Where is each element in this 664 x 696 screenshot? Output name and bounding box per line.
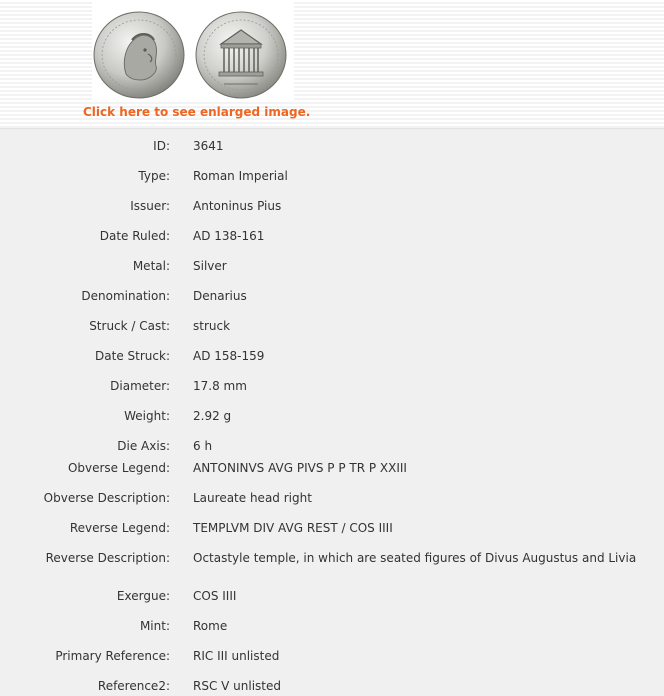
detail-value: Laureate head right xyxy=(193,491,312,505)
detail-row xyxy=(0,618,664,634)
detail-row xyxy=(0,228,664,244)
detail-row xyxy=(0,648,664,664)
detail-row xyxy=(0,378,664,394)
detail-value: Rome xyxy=(193,619,228,633)
detail-row xyxy=(0,138,664,154)
detail-row xyxy=(0,678,664,694)
detail-value: AD 138-161 xyxy=(193,229,265,243)
detail-value: Denarius xyxy=(193,289,247,303)
detail-row xyxy=(0,490,664,506)
detail-label: Reverse Legend: xyxy=(69,521,170,535)
detail-row xyxy=(0,168,664,184)
detail-label: Weight: xyxy=(124,409,170,423)
detail-value: Antoninus Pius xyxy=(193,199,282,213)
detail-label: Obverse Legend: xyxy=(67,461,170,475)
detail-row xyxy=(0,520,664,536)
detail-row xyxy=(0,348,664,364)
detail-value: struck xyxy=(193,319,231,333)
detail-label: Metal: xyxy=(132,259,170,273)
detail-row xyxy=(0,408,664,424)
detail-label: Reverse Description: xyxy=(45,551,170,565)
detail-label: Reference2: xyxy=(97,679,170,693)
detail-row xyxy=(0,198,664,214)
detail-label: Type: xyxy=(138,169,170,183)
detail-value: AD 158-159 xyxy=(193,349,265,363)
detail-value: Silver xyxy=(193,259,227,273)
detail-value: Octastyle temple, in which are seated figures of Divus Augustus and Livia xyxy=(193,551,637,565)
detail-label: Date Ruled: xyxy=(99,229,170,243)
detail-label: Die Axis: xyxy=(117,439,170,453)
detail-value: RIC III unlisted xyxy=(193,649,280,663)
detail-value: RSC V unlisted xyxy=(193,679,282,693)
detail-value: 6 h xyxy=(193,439,213,453)
detail-label: Obverse Description: xyxy=(43,491,170,505)
detail-value: 2.92 g xyxy=(193,409,232,423)
enlarge-image-link[interactable]: Click here to see enlarged image. xyxy=(83,105,311,119)
detail-label: Diameter: xyxy=(110,379,170,393)
detail-label: Issuer: xyxy=(130,199,170,213)
detail-row xyxy=(0,438,664,454)
detail-row xyxy=(0,288,664,304)
detail-row xyxy=(0,550,664,566)
detail-row xyxy=(0,318,664,334)
detail-value: Roman Imperial xyxy=(193,169,288,183)
detail-value: TEMPLVM DIV AVG REST / COS IIII xyxy=(193,521,393,535)
detail-row xyxy=(0,588,664,604)
detail-value: 17.8 mm xyxy=(193,379,247,393)
detail-value: ANTONINVS AVG PIVS P P TR P XXIII xyxy=(193,461,407,475)
detail-row xyxy=(0,460,664,476)
detail-label: Struck / Cast: xyxy=(89,319,170,333)
detail-value: 3641 xyxy=(193,139,224,153)
detail-row xyxy=(0,258,664,274)
detail-label: Exergue: xyxy=(116,589,170,603)
detail-label: Mint: xyxy=(139,619,170,633)
detail-label: Date Struck: xyxy=(95,349,170,363)
detail-label: ID: xyxy=(153,139,170,153)
detail-value: COS IIII xyxy=(193,589,237,603)
detail-label: Denomination: xyxy=(81,289,170,303)
detail-label: Primary Reference: xyxy=(55,649,170,663)
